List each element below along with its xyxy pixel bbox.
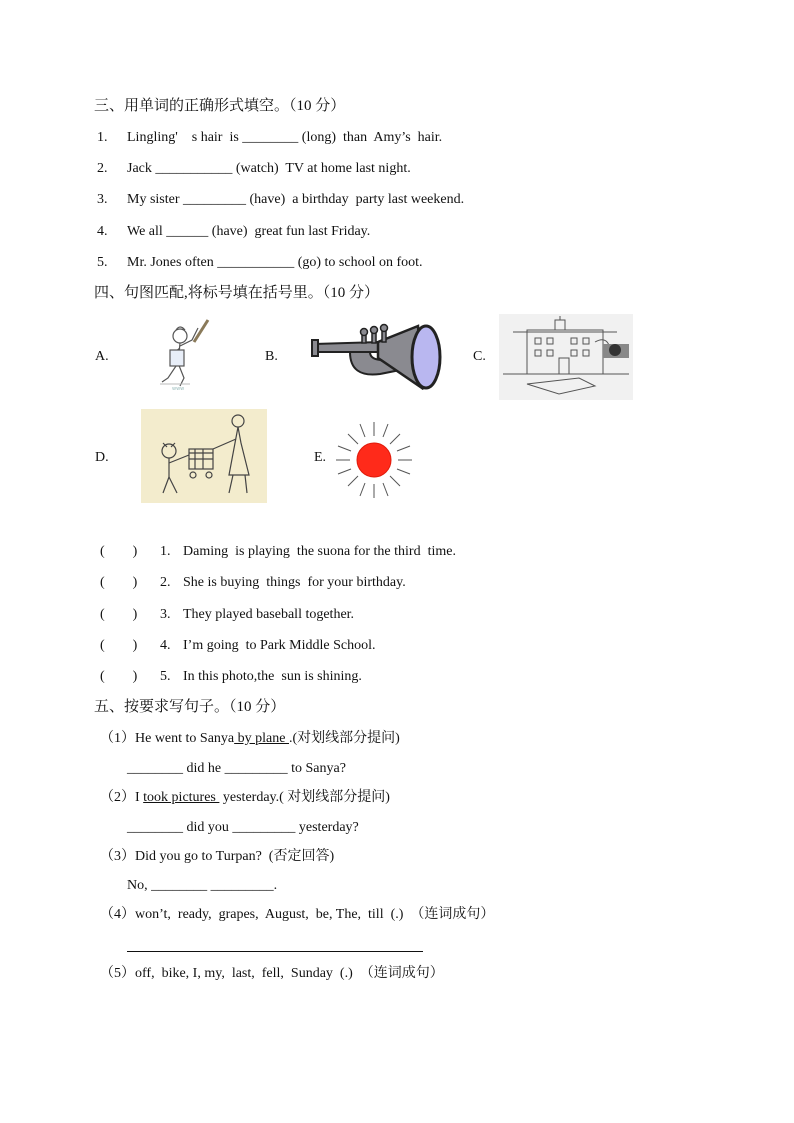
s3-item-num: 5. bbox=[97, 255, 108, 270]
s3-item-text: Lingling' s hair is ________ (long) than Amy’s hair. bbox=[127, 130, 443, 145]
s5-answer-line[interactable]: ________ did you _________ yesterday? bbox=[127, 820, 359, 835]
s5-q-text: won’t, ready, grapes, August, be, The, till (.) （连词成句） bbox=[135, 907, 495, 922]
s5-q2 bbox=[100, 789, 390, 807]
s4-item-text: They played baseball together. bbox=[183, 607, 355, 622]
s5-q-num: （2） bbox=[100, 790, 135, 805]
answer-blank[interactable]: ( ) bbox=[100, 544, 138, 559]
s4-item-text: I’m going to Park Middle School. bbox=[183, 638, 376, 653]
s5-q-num: （1） bbox=[100, 731, 135, 746]
s3-item-num: 1. bbox=[97, 130, 108, 145]
s5-q5 bbox=[100, 965, 444, 983]
s3-item-num: 2. bbox=[97, 161, 108, 176]
s3-item-text: Mr. Jones often ___________ (go) to school on foot. bbox=[127, 255, 423, 270]
section5-title: 五、按要求写句子。（10 分） bbox=[94, 699, 286, 715]
shopping-sketch-picture bbox=[141, 409, 267, 503]
svg-text:www: www bbox=[172, 386, 185, 392]
sun-picture bbox=[336, 422, 412, 498]
s3-item-num: 4. bbox=[97, 224, 108, 239]
s4-item-num: 1. bbox=[160, 544, 171, 559]
s5-answer-line[interactable]: No, ________ _________. bbox=[127, 878, 278, 893]
s5-q-text: .(对划线部分提问) bbox=[288, 731, 400, 746]
s4-item-num: 5. bbox=[160, 669, 171, 684]
s5-q-num: （5） bbox=[100, 966, 135, 981]
s5-q3 bbox=[100, 848, 334, 866]
picture-label-b: B. bbox=[265, 349, 278, 364]
school-building-picture bbox=[499, 314, 633, 400]
s5-q-text: He went to Sanya bbox=[135, 731, 235, 746]
s5-q4 bbox=[100, 906, 494, 924]
s4-item-num: 4. bbox=[160, 638, 171, 653]
picture-label-a: A. bbox=[95, 349, 109, 364]
s4-item-num: 2. bbox=[160, 575, 171, 590]
s4-item-text: She is buying things for your birthday. bbox=[183, 575, 406, 590]
s5-q-text: yesterday.( 对划线部分提问) bbox=[219, 790, 390, 805]
answer-blank[interactable]: ( ) bbox=[100, 575, 138, 590]
s5-q-text: off, bike, I, my, last, fell, Sunday (.) （连词成句） bbox=[135, 966, 444, 981]
picture-label-c: C. bbox=[473, 349, 486, 364]
s5-q1 bbox=[100, 730, 400, 748]
s3-item-text: My sister _________ (have) a birthday party last weekend. bbox=[127, 192, 465, 207]
s5-answer-line[interactable]: ________ did he _________ to Sanya? bbox=[127, 761, 346, 776]
s4-item-text: Daming is playing the suona for the third time. bbox=[183, 544, 456, 559]
s3-item-num: 3. bbox=[97, 192, 108, 207]
s5-q-num: （3） bbox=[100, 849, 135, 864]
s5-q-text: I bbox=[135, 790, 144, 805]
picture-label-e: E. bbox=[314, 450, 327, 465]
s3-item-text: We all ______ (have) great fun last Friday. bbox=[127, 224, 371, 239]
s5-q-num: （4） bbox=[100, 907, 135, 922]
s4-item-num: 3. bbox=[160, 607, 171, 622]
answer-blank[interactable]: ( ) bbox=[100, 638, 138, 653]
s4-item-text: In this photo,the sun is shining. bbox=[183, 669, 362, 684]
s5-q-text: Did you go to Turpan? (否定回答) bbox=[135, 849, 335, 864]
trumpet-picture bbox=[310, 322, 444, 390]
picture-label-d: D. bbox=[95, 450, 109, 465]
underlined-phrase: took pictures bbox=[143, 790, 220, 805]
underlined-phrase: by plane bbox=[234, 731, 289, 746]
baseball-player-picture bbox=[150, 318, 236, 394]
answer-blank[interactable]: ( ) bbox=[100, 607, 138, 622]
section4-title: 四、句图匹配,将标号填在括号里。（10 分） bbox=[94, 285, 380, 301]
s5-answer-rule[interactable] bbox=[127, 951, 423, 952]
s3-item-text: Jack ___________ (watch) TV at home last night. bbox=[127, 161, 411, 176]
section3-title: 三、用单词的正确形式填空。（10 分） bbox=[94, 98, 346, 114]
answer-blank[interactable]: ( ) bbox=[100, 669, 138, 684]
